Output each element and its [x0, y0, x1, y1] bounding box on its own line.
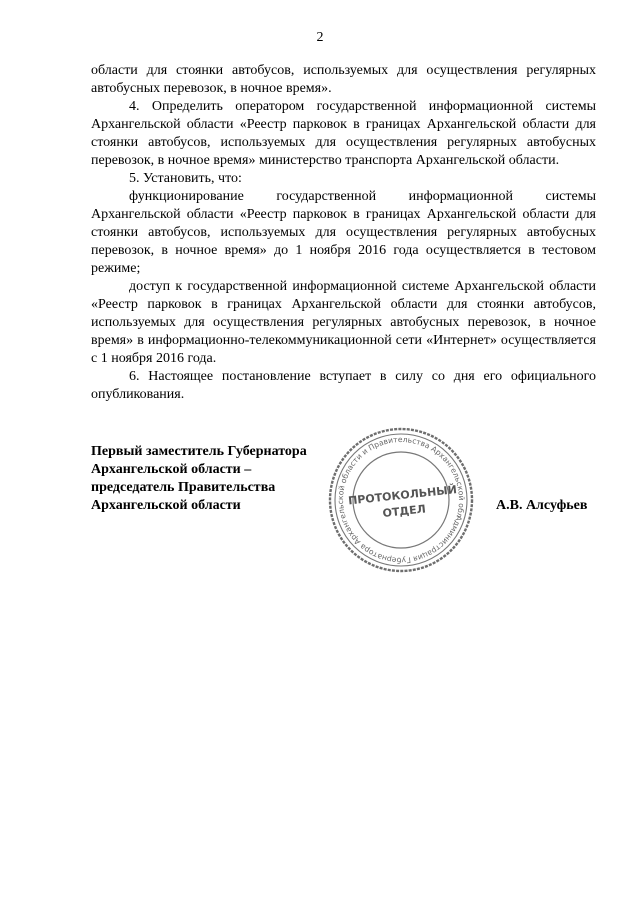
paragraph-item-4: 4. Определить оператором государственной информационной системы Архангельской области «Реестр парковок в границах Архангельской области для стоянки автобусов, используемых для осуществления регулярных автобусных перевозок, в ночное время» министерство транспорта Архангельской области.: [91, 99, 596, 168]
document-body: [91, 62, 596, 404]
stamp-center-line2: ОТДЕЛ: [381, 502, 427, 520]
paragraph-item-5: 5. Установить, что:: [129, 171, 242, 186]
paragraph-item-5-access: доступ к государственной информационной системе Архангельской области «Реестр парковок в границах Архангельской области для стоянки автобусов, используемых для осуществления регулярных автобусных перевозок, в ночное время» в информационно-телекоммуникационной сети «Интернет» осуществляется с 1 ноября 2016 года.: [91, 279, 596, 366]
stamp-center-line1: ПРОТОКОЛЬНЫЙ: [347, 483, 458, 508]
official-seal-stamp: [326, 425, 476, 575]
signatory-name: А.В. Алсуфьев: [496, 498, 588, 513]
signatory-title-line: председатель Правительства: [91, 480, 276, 495]
signatory-title-line: Первый заместитель Губернатора: [91, 444, 307, 459]
signatory-title: [91, 443, 341, 515]
paragraph-item-5-testing: функционирование государственной информационной системы Архангельской области «Реестр парковок в границах Архангельской области для стоянки автобусов, используемых для осуществления регулярных автобусных перевозок, в ночное время» до 1 ноября 2016 года осуществляется в тестовом режиме;: [91, 189, 596, 276]
signatory-title-line: Архангельской области: [91, 498, 241, 513]
stamp-outer-text-path: Администрация Губернатора Архангельской области и Правительства Архангельской области: [335, 434, 467, 566]
page-number: 2: [316, 30, 324, 45]
paragraph-continuation: области для стоянки автобусов, используемых для осуществления регулярных автобусных перевозок, в ночное время».: [91, 63, 596, 96]
paragraph-item-6: 6. Настоящее постановление вступает в силу со дня его официального опубликования.: [91, 369, 596, 402]
signatory-title-line: Архангельской области –: [91, 462, 252, 477]
